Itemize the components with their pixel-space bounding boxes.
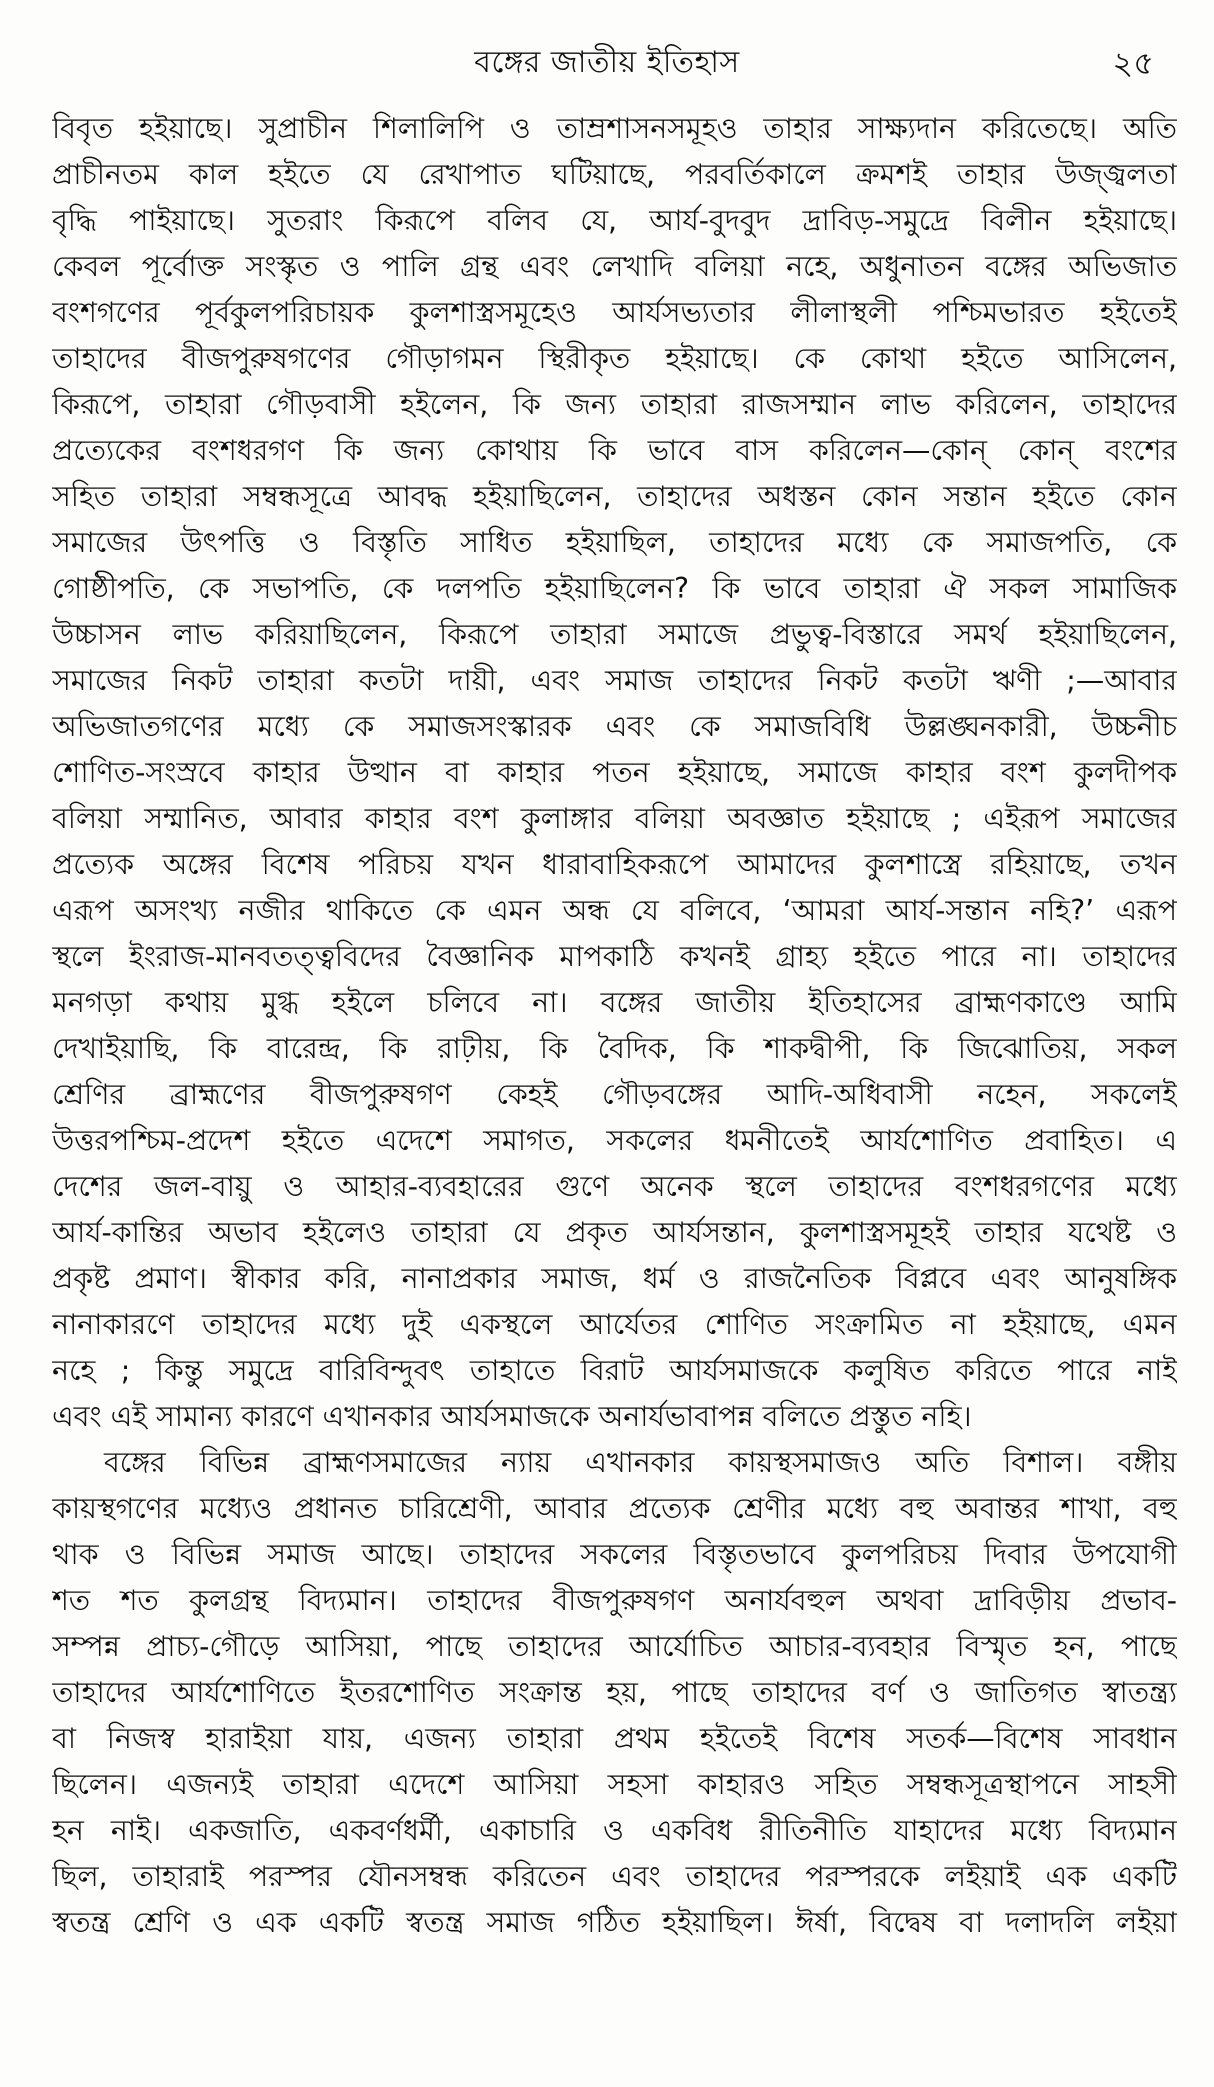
text-line: শত শত কুলগ্রন্থ বিদ্যমান। তাহাদের বীজপুরুষগণ অনার্যবহুল অথবা দ্রাবিড়ীয় প্রভাব-	[52, 1584, 1177, 1617]
text-line: তাহাদের বীজপুরুষগণের গৌড়াগমন স্থিরীকৃত হইয়াছে। কে কোথা হইতে আসিলেন,	[52, 342, 1177, 375]
body-text	[52, 106, 1177, 1946]
text-line: বলিয়া সম্মানিত, আবার কাহার বংশ কুলাঙ্গার বলিয়া অবজ্ঞাত হইয়াছে ; এইরূপ সমাজের	[52, 802, 1177, 835]
text-line: বৃদ্ধি পাইয়াছে। সুতরাং কিরূপে বলিব যে, আর্য-বুদবুদ দ্রাবিড়-সমুদ্রে বিলীন হইয়াছে।	[52, 204, 1177, 237]
text-line: সহিত তাহারা সম্বন্ধসূত্রে আবদ্ধ হইয়াছিলেন, তাহাদের অধস্তন কোন সন্তান হইতে কোন	[52, 480, 1177, 513]
text-line: প্রাচীনতম কাল হইতে যে রেখাপাত ঘটিয়াছে, পরবর্তিকালে ক্রমশই তাহার উজ্জ্বলতা	[52, 158, 1177, 191]
text-line: বিবৃত হইয়াছে। সুপ্রাচীন শিলালিপি ও তাম্রশাসনসমূহও তাহার সাক্ষ্যদান করিতেছে। অতি	[52, 112, 1177, 145]
text-line: শ্রেণির ব্রাহ্মণের বীজপুরুষগণ কেহই গৌড়বঙ্গের আদি-অধিবাসী নহেন, সকলেই	[52, 1078, 1177, 1111]
text-line: সম্পন্ন প্রাচ্য-গৌড়ে আসিয়া, পাছে তাহাদের আর্যোচিত আচার-ব্যবহার বিস্মৃত হন, পাছে	[52, 1630, 1177, 1663]
text-line: বংশগণের পূর্বকুলপরিচায়ক কুলশাস্ত্রসমূহেও আর্যসভ্যতার লীলাস্থলী পশ্চিমভারত হইতেই	[52, 296, 1177, 329]
text-line: ছিলেন। এজন্যই তাহারা এদেশে আসিয়া সহসা কাহারও সহিত সম্বন্ধসূত্রস্থাপনে সাহসী	[52, 1768, 1177, 1801]
text-line: উত্তরপশ্চিম-প্রদেশ হইতে এদেশে সমাগত, সকলের ধমনীতেই আর্যশোণিত প্রবাহিত। এ	[52, 1124, 1177, 1157]
text-line: অভিজাতগণের মধ্যে কে সমাজসংস্কারক এবং কে সমাজবিধি উল্লঙ্ঘনকারী, উচ্চনীচ	[52, 710, 1177, 743]
text-line: এবং এই সামান্য কারণে এখানকার আর্যসমাজকে অনার্যভাবাপন্ন বলিতে প্রস্তুত নহি।	[52, 1400, 972, 1433]
text-line: তাহাদের আর্যশোণিতে ইতরশোণিত সংক্রান্ত হয়, পাছে তাহাদের বর্ণ ও জাতিগত স্বাতন্ত্র্য	[52, 1676, 1177, 1709]
text-line: সমাজের উৎপত্তি ও বিস্তৃতি সাধিত হইয়াছিল, তাহাদের মধ্যে কে সমাজপতি, কে	[52, 526, 1177, 559]
text-line: প্রত্যেক অঙ্গের বিশেষ পরিচয় যখন ধারাবাহিকরূপে আমাদের কুলশাস্ত্রে রহিয়াছে, তখন	[52, 848, 1177, 881]
text-line: বা নিজস্ব হারাইয়া যায়, এজন্য তাহারা প্রথম হইতেই বিশেষ সতর্ক—বিশেষ সাবধান	[52, 1722, 1177, 1755]
text-line: কেবল পূর্বোক্ত সংস্কৃত ও পালি গ্রন্থ এবং লেখাদি বলিয়া নহে, অধুনাতন বঙ্গের অভিজাত	[52, 250, 1177, 283]
text-line: স্বতন্ত্র শ্রেণি ও এক একটি স্বতন্ত্র সমাজ গঠিত হইয়াছিল। ঈর্ষা, বিদ্বেষ বা দলাদলি লইয়া	[52, 1906, 1177, 1939]
text-line: নানাকারণে তাহাদের মধ্যে দুই একস্থলে আর্যেতর শোণিত সংক্রামিত না হইয়াছে, এমন	[52, 1308, 1177, 1341]
text-line: কিরূপে, তাহারা গৌড়বাসী হইলেন, কি জন্য তাহারা রাজসম্মান লাভ করিলেন, তাহাদের	[52, 388, 1177, 421]
text-line: উচ্চাসন লাভ করিয়াছিলেন, কিরূপে তাহারা সমাজে প্রভুত্ব-বিস্তারে সমর্থ হইয়াছিলেন,	[52, 618, 1177, 651]
text-line: নহে ; কিন্তু সমুদ্রে বারিবিন্দুবৎ তাহাতে বিরাট আর্যসমাজকে কলুষিত করিতে পারে নাই	[52, 1354, 1177, 1387]
text-line: হন নাই। একজাতি, একবর্ণধর্মী, একাচারি ও একবিধ রীতিনীতি যাহাদের মধ্যে বিদ্যমান	[52, 1814, 1177, 1847]
text-line: থাক ও বিভিন্ন সমাজ আছে। তাহাদের সকলের বিস্তৃতভাবে কুলপরিচয় দিবার উপযোগী	[52, 1538, 1177, 1571]
text-line: কায়স্থগণের মধ্যেও প্রধানত চারিশ্রেণী, আবার প্রত্যেক শ্রেণীর মধ্যে বহু অবান্তর শাখা, বহু	[52, 1492, 1177, 1525]
text-line: মনগড়া কথায় মুগ্ধ হইলে চলিবে না। বঙ্গের জাতীয় ইতিহাসের ব্রাহ্মণকাণ্ডে আমি	[52, 986, 1177, 1019]
text-line: গোষ্ঠীপতি, কে সভাপতি, কে দলপতি হইয়াছিলেন? কি ভাবে তাহারা ঐ সকল সামাজিক	[52, 572, 1177, 605]
text-line: প্রত্যেকের বংশধরগণ কি জন্য কোথায় কি ভাবে বাস করিলেন—কোন্ কোন্ বংশের	[52, 434, 1177, 467]
text-line: শোণিত-সংস্রবে কাহার উত্থান বা কাহার পতন হইয়াছে, সমাজে কাহার বংশ কুলদীপক	[52, 756, 1177, 789]
text-line: দেখাইয়াছি, কি বারেন্দ্র, কি রাঢ়ীয়, কি বৈদিক, কি শাকদ্বীপী, কি জিঝোতিয়, সকল	[52, 1032, 1177, 1065]
text-line: এরূপ অসংখ্য নজীর থাকিতে কে এমন অন্ধ যে বলিবে, ‘আমরা আর্য-সন্তান নহি?’ এরূপ	[52, 894, 1177, 927]
paragraph	[52, 1440, 1177, 1946]
page-number: ২৫	[1112, 44, 1154, 82]
text-line: ছিল, তাহারাই পরস্পর যৌনসম্বন্ধ করিতেন এবং তাহাদের পরস্পরকে লইয়াই এক একটি	[52, 1860, 1177, 1893]
text-line: প্রকৃষ্ট প্রমাণ। স্বীকার করি, নানাপ্রকার সমাজ, ধর্ম ও রাজনৈতিক বিপ্লবে এবং আনুষঙ্গিক	[52, 1262, 1177, 1295]
text-line: বঙ্গের বিভিন্ন ব্রাহ্মণসমাজের ন্যায় এখানকার কায়স্থসমাজও অতি বিশাল। বঙ্গীয়	[104, 1446, 1177, 1479]
text-line: স্থলে ইংরাজ-মানবতত্ত্ববিদের বৈজ্ঞানিক মাপকাঠি কখনই গ্রাহ্য হইতে পারে না। তাহাদের	[52, 940, 1177, 973]
text-line: দেশের জল-বায়ু ও আহার-ব্যবহারের গুণে অনেক স্থলে তাহাদের বংশধরগণের মধ্যে	[52, 1170, 1177, 1203]
text-line: আর্য-কান্তির অভাব হইলেও তাহারা যে প্রকৃত আর্যসন্তান, কুলশাস্ত্রসমূহই তাহার যথেষ্ট ও	[52, 1216, 1177, 1249]
page-header	[40, 38, 1174, 88]
paragraph	[52, 106, 1177, 1440]
text-line: সমাজের নিকট তাহারা কতটা দায়ী, এবং সমাজ তাহাদের নিকট কতটা ঋণী ;—আবার	[52, 664, 1177, 697]
running-title: বঙ্গের জাতীয় ইতিহাস	[474, 45, 740, 80]
